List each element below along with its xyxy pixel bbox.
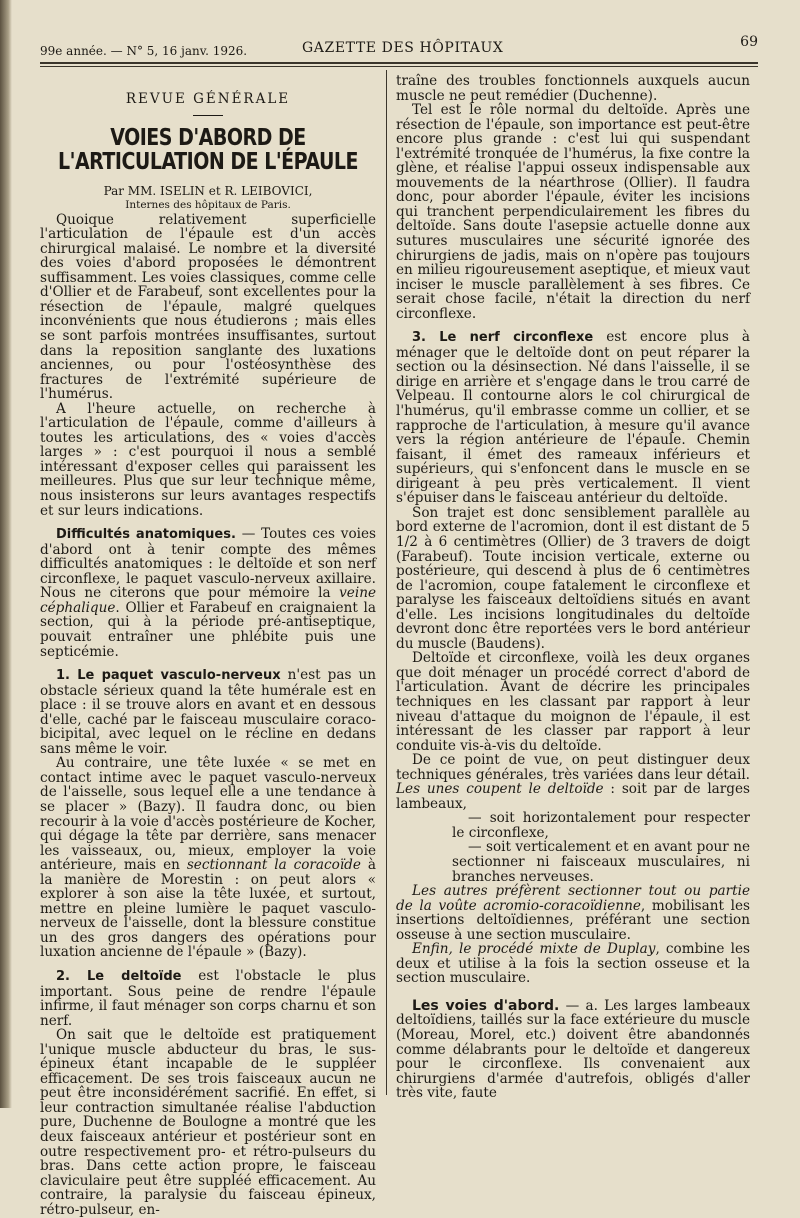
paragraph-intro-2: A l'heure actuelle, on recherche à l'articulation de l'épaule, comme d'ailleurs à toutes les articulations, des « voies d'accès larges » : c'est pourquoi il nous a semblé intéressant d'exposer celles qui paraissent les meilleures. Plus que sur leur technique même, nous insisterons sur leurs avantages respectifs et sur leurs indications.: [40, 400, 376, 519]
list-item: — soit horizontalement pour respecter le circonflexe,: [452, 810, 750, 841]
article-affiliation: Internes des hôpitaux de Paris.: [125, 199, 291, 212]
heading-difficultes: Difficultés anatomiques.: [56, 527, 236, 543]
header-rule-thin: [40, 66, 758, 67]
paragraph-circonflexe: 3. Le nerf circonflexe est encore plus à ménager que le deltoïde dont on peut réparer la section ou la désinsection. Né dans l'aisselle, il se dirige en arrière et s'engage dans le trou carré de Velpeau. Il contourne alors le col chirurgical de l'humérus, qu'il embrasse comme un collier, et se rapproche de l'articulation, à mesure qu'il avance vers la région antérieure de l'épaule. Chemin faisant, il émet des rameaux inférieurs et supérieurs, qui s'enfoncent dans le muscle en se dirigeant à peu près verticalement. Il vient s'épuiser dans le faisceau antérieur du deltoïde.: [396, 329, 750, 507]
paragraph-abducteur: On sait que le deltoïde est pratiquement l'unique muscle abducteur du bras, le sus-épineux étant incapable de le suppléer efficacement. De ses trois faisceaux aucun ne peut être inconsidérément sacrifié. En effet, si leur contraction simultanée réalise l'abduction pure, Duchenne de Boulogne a montré que les deux faisceaux antérieur et postérieur sont en outre respectivement pro- et rétro-pulseurs du bras. Dans cette action propre, le faisceau claviculaire peut être suppléé efficacement. Au contraire, la paralysie du faisceau épineux, rétro-pulseur, en-: [40, 1027, 376, 1218]
paragraph-paquet: 1. Le paquet vasculo-nerveux n'est pas un obstacle sérieux quand la tête humérale est en place : il se trouve alors en avant et en dessous d'elle, caché par le faisceau musculaire coraco-bicipital, avec lequel on le récline en dedans sans même le voir.: [40, 667, 376, 757]
heading-paquet: 1. Le paquet vasculo-nerveux: [56, 668, 281, 684]
header-rule: [40, 62, 758, 64]
list-item: — soit verticalement et en avant pour ne sectionner ni faisceaux musculaires, ni branches nerveuses.: [452, 839, 750, 885]
paragraph-techniques: De ce point de vue, on peut distinguer deux techniques générales, très variées dans leur détail. Les unes coupent le deltoïde : soit par de larges lambeaux,: [396, 752, 750, 812]
paragraph-intro-1: Quoique relativement superficielle l'articulation de l'épaule est d'un accès chirurgical malaisé. Le nombre et la diversité des voies d'abord proposées le démontrent suffisamment. Les voies classiques, comme celle d'Ollier et de Farabeuf, sont excellentes pour la résection de l'épaule, malgré quelques inconvénients que nous étudierons ; mais elles se sont parfois montrées insuffisantes, surtout dans la reposition sanglante des luxations anciennes, ou pour l'ostéosynthèse des fractures de l'extrémité supérieure de l'humérus.: [40, 211, 376, 403]
paragraph-trajet: Son trajet est donc sensiblement parallèle au bord externe de l'acromion, dont il est distant de 5 1/2 à 6 centimètres (Ollier) de 3 travers de doigt (Farabeuf). Toute incision verticale, externe ou postérieure, qui descend à plus de 6 centimètres de l'acromion, coupe fatalement le circonflexe et paralyse les faisceaux deltoïdiens situés en avant d'elle. Les incisions longitudinales du deltoïde devront donc être reportées vers le bord antérieur du muscle (Baudens).: [396, 504, 750, 652]
paragraph-deltoide: 2. Le deltoïde est l'obstacle le plus important. Sous peine de rendre l'épaule infirme, il faut ménager son corps charnu et son nerf.: [40, 967, 376, 1029]
paragraph-voute: Les autres préfèrent sectionner tout ou partie de la voûte acromio-coracoïdienne, mobilisant les insertions deltoïdiennes, préférant une section osseuse à une section musculaire.: [396, 883, 750, 943]
heading-voies-abord: Les voies d'abord.: [412, 997, 560, 1014]
article-authors: Par MM. ISELIN et R. LEIBOVICI,: [103, 183, 313, 198]
header-journal-title: GAZETTE DES HÔPITAUX: [302, 40, 504, 56]
column-divider: [386, 70, 387, 1095]
paragraph-duplay: Enfin, le procédé mixte de Duplay, combine les deux et utilise à la fois la section osseuse et la section musculaire.: [396, 941, 750, 987]
page-header: [40, 34, 758, 60]
section-rubric: REVUE GÉNÉRALE: [125, 91, 291, 107]
paragraph-role-deltoide: Tel est le rôle normal du deltoïde. Après une résection de l'épaule, son importance est peut-être encore plus grande : c'est lui qui suspendant l'extrémité tronquée de l'humérus, la fixe contre la glène, et réalise l'appui osseux indispensable aux mouvements de la néarthrose (Ollier). Il faudra donc, pour aborder l'épaule, éviter les incisions qui tranchent perpendiculairement les fibres du deltoïde. Sans doute l'asepsie actuelle donne aux sutures musculaires une sécurité ignorée des chirurgiens de jadis, mais on n'opère pas toujours en milieu rigoureusement aseptique, et mieux vaut inciser le muscle parallèlement à ses fibres. Ce serait chose facile, n'était la direction du nerf circonflexe.: [396, 102, 750, 322]
paragraph-tete-luxee: Au contraire, une tête luxée « se met en contact intime avec le paquet vasculo-nerveux de l'aisselle, sous lequel elle a une tendance à se placer » (Bazy). Il faudra donc, ou bien recourir à la voie d'accès postérieure de Kocher, qui dégage la tête par derrière, sans menacer les vaisseaux, ou, mieux, employer la voie antérieure, mais en sectionnant la coracoïde à la manière de Morestin : on peut alors « explorer à son aise la tête luxée, et surtout, mettre en pleine lumière le paquet vasculo-nerveux de l'aisselle, dont la blessure constitue un des gros dangers des opérations pour luxation ancienne de l'épaule » (Bazy).: [40, 755, 376, 961]
right-column: [396, 74, 750, 1101]
header-page-number: 69: [740, 34, 758, 50]
paragraph-organes: Deltoïde et circonflexe, voilà les deux organes que doit ménager un procédé correct d'abord de l'articulation. Avant de décrire les principales techniques en les classant par rapport à leur niveau d'attaque du moignon de l'épaule, il est intéressant de les classer par rapport à leur conduite vis-à-vis du deltoïde.: [396, 650, 750, 754]
page-binding-edge: [0, 0, 12, 1108]
article-title: VOIES D'ABORD DE L'ARTICULATION DE L'ÉPAULE: [58, 124, 358, 175]
paragraph-difficultes: Difficultés anatomiques. — Toutes ces voies d'abord ont à tenir compte des mêmes difficultés anatomiques : le deltoïde et son nerf circonflexe, le paquet vasculo-nerveux axillaire. Nous ne citerons que pour mémoire la veine céphalique. Ollier et Farabeuf en craignaient la section, qui à la période pré-antiseptique, pouvait entraîner une phlébite puis une septicémie.: [40, 526, 376, 660]
heading-deltoide: 2. Le deltoïde: [56, 968, 182, 984]
header-issue-info: 99e année. — N° 5, 16 janv. 1926.: [40, 44, 248, 58]
rubric-rule: [193, 115, 223, 116]
heading-circonflexe: 3. Le nerf circonflexe: [412, 330, 594, 346]
paragraph-continuation: traîne des troubles fonctionnels auxquels aucun muscle ne peut remédier (Duchenne).: [396, 73, 750, 104]
paragraph-voies-abord: Les voies d'abord. — a. Les larges lambeaux deltoïdiens, taillés sur la face extérieure du muscle (Moreau, Morel, etc.) doivent être abandonnés comme délabrants pour le deltoïde et dangereux pour le circonflexe. Ils convenaient aux chirurgiens d'armée d'autrefois, obligés d'aller très vite, faute: [396, 997, 750, 1102]
left-column: [40, 76, 376, 1217]
